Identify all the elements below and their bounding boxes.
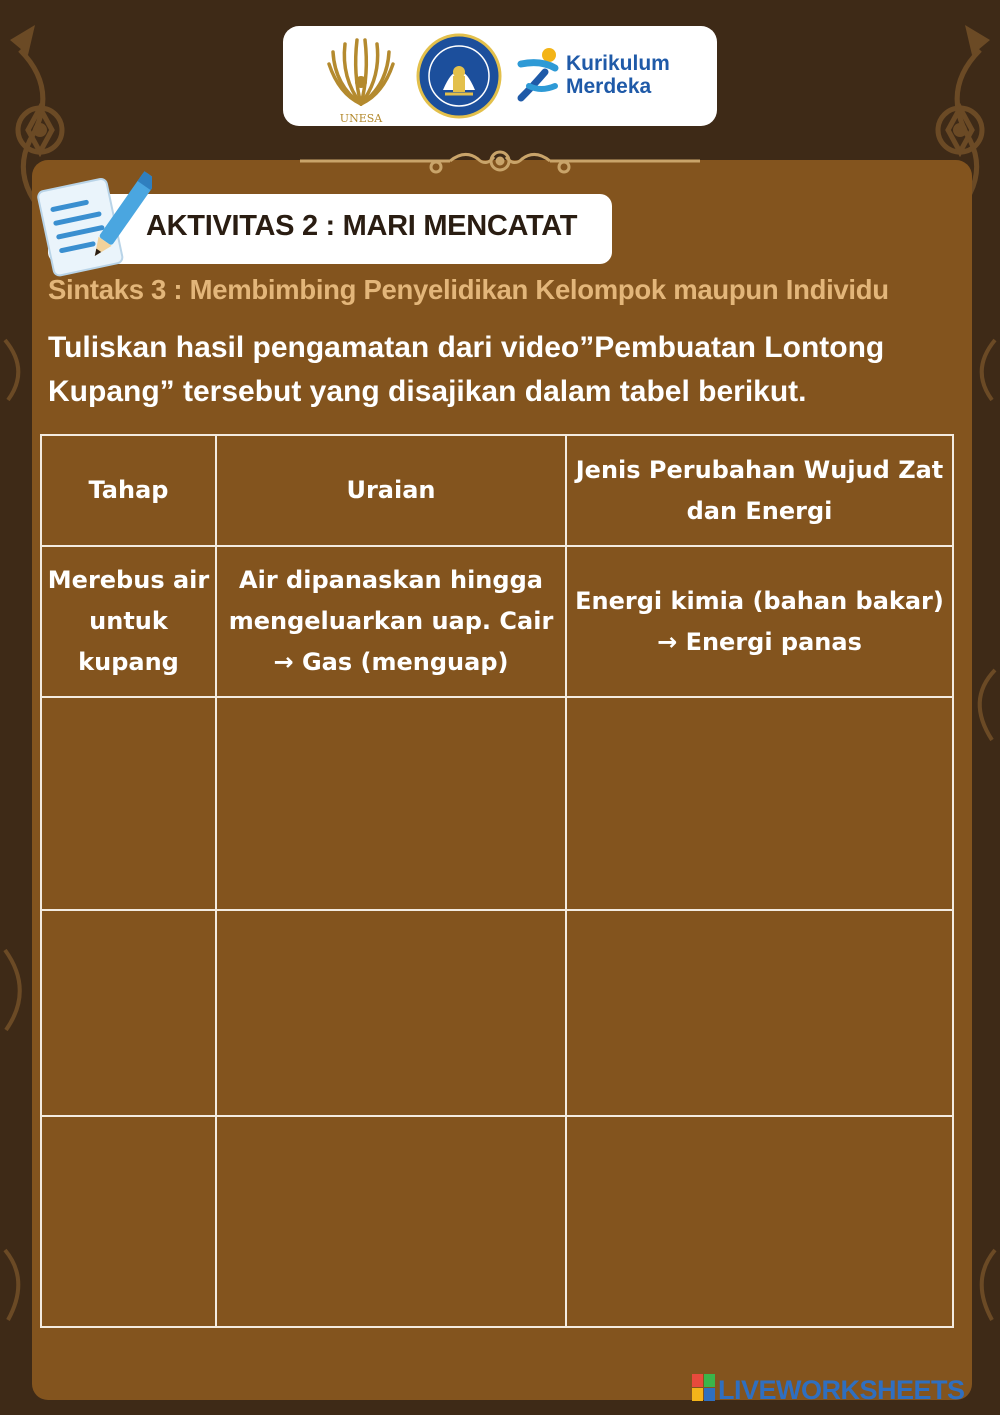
liveworksheets-badge-icon <box>692 1374 716 1402</box>
table-row <box>41 1116 953 1327</box>
cell-jenis[interactable] <box>566 697 953 910</box>
header-jenis: Jenis Perubahan Wujud Zat dan Energi <box>566 435 953 546</box>
cell-jenis[interactable] <box>566 910 953 1116</box>
cell-jenis[interactable] <box>566 1116 953 1327</box>
logo-header <box>283 26 717 126</box>
cell-jenis[interactable]: Energi kimia (bahan bakar) → Energi panas <box>566 546 953 697</box>
table-row <box>41 910 953 1116</box>
header-uraian: Uraian <box>216 435 566 546</box>
tut-wuri-handayani-emblem <box>415 32 503 120</box>
header-tahap: Tahap <box>41 435 216 546</box>
table-row <box>41 697 953 910</box>
notepad-pencil-icon <box>30 160 152 278</box>
unesa-wings-logo <box>319 34 403 112</box>
watermark-text: LIVEWORKSHEETS <box>718 1375 965 1405</box>
cell-uraian[interactable] <box>216 910 566 1116</box>
cell-uraian[interactable] <box>216 697 566 910</box>
cell-uraian[interactable]: Air dipanaskan hingga mengeluarkan uap. Cair → Gas (menguap) <box>216 546 566 697</box>
sintaks-heading: Sintaks 3 : Membimbing Penyelidikan Kelompok maupun Individu <box>48 274 889 305</box>
unesa-caption: UNESA <box>339 112 383 125</box>
instruction-text: Tuliskan hasil pengamatan dari video”Pembuatan Lontong Kupang” tersebut yang disajikan dalam tabel berikut. <box>48 331 885 408</box>
cell-uraian[interactable] <box>216 1116 566 1327</box>
cell-tahap[interactable] <box>41 1116 216 1327</box>
km-line-1: Kurikulum <box>566 52 670 75</box>
kurikulum-merdeka-wordmark <box>566 52 711 98</box>
activity-title: AKTIVITAS 2 : MARI MENCATAT <box>146 210 578 242</box>
ornamental-divider <box>300 145 700 177</box>
unesa-logo <box>319 34 403 125</box>
kurikulum-merdeka-mark <box>515 46 561 106</box>
km-line-2: Merdeka <box>566 75 652 98</box>
table-row <box>41 546 953 697</box>
cell-tahap[interactable] <box>41 697 216 910</box>
cell-tahap[interactable]: Merebus air untuk kupang <box>41 546 216 697</box>
table-header-row <box>41 435 953 546</box>
observation-table <box>40 434 954 1328</box>
liveworksheets-watermark <box>692 1374 965 1406</box>
cell-tahap[interactable] <box>41 910 216 1116</box>
